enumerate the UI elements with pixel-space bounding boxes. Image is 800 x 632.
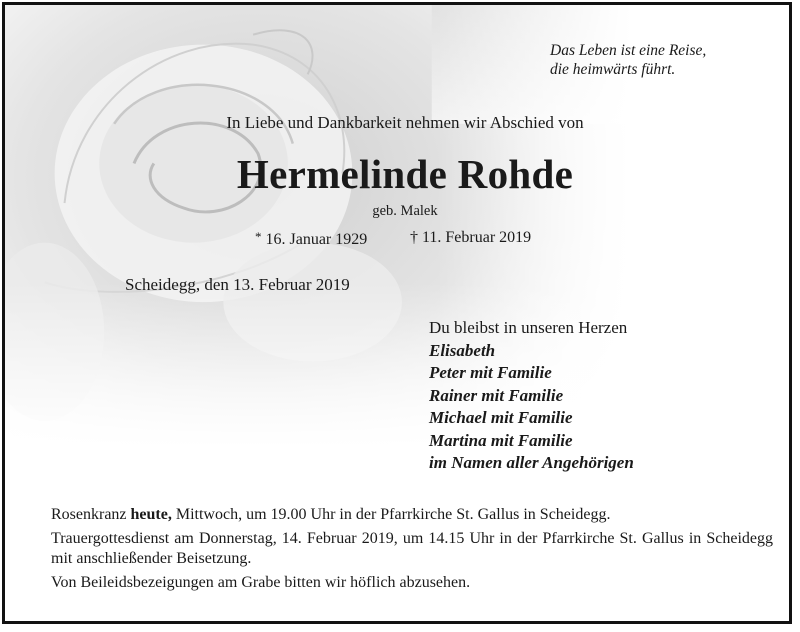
mourner-name: im Namen aller Angehörigen: [429, 453, 634, 472]
intro-line: In Liebe und Dankbarkeit nehmen wir Abschied von: [226, 113, 584, 132]
motto: [550, 41, 706, 79]
condolence-note: Von Beileidsbezeigungen am Grabe bitten wir höflich abzusehen.: [51, 574, 471, 591]
death-cross-icon: †: [410, 229, 418, 246]
place-and-date: Scheidegg, den 13. Februar 2019: [125, 275, 350, 294]
obituary-notice: [2, 2, 792, 624]
mourners-block: [429, 317, 634, 475]
motto-line-2: die heimwärts führt.: [550, 61, 676, 78]
rosary-details: Mittwoch, um 19.00 Uhr in der Pfarrkirche St. Gallus in Scheidegg.: [175, 506, 611, 523]
mourners-lead: Du bleibst in unseren Herzen: [429, 318, 628, 337]
mourner-name: Martina mit Familie: [429, 430, 573, 450]
mourner-name: Elisabeth: [429, 340, 496, 360]
mourner-name: Peter mit Familie: [429, 363, 552, 382]
rosary-info: [51, 505, 773, 525]
birth-date-text: 16. Januar 1929: [265, 231, 368, 248]
deceased-name: Hermelinde Rohde: [236, 151, 574, 197]
mourner-name: Rainer mit Familie: [429, 385, 564, 405]
funeral-service-info: Trauergottesdienst am Donnerstag, 14. Februar 2019, um 14.15 Uhr in der Pfarrkirche St. Gallus in Scheidegg mit anschließender Beisetzung.: [51, 530, 773, 567]
mourner-name: Michael mit Familie: [429, 408, 573, 427]
birth-star-icon: *: [255, 229, 262, 244]
rosary-prefix: Rosenkranz: [51, 506, 127, 523]
death-date-text: 11. Februar 2019: [422, 229, 532, 246]
rosary-today: heute,: [130, 506, 172, 523]
birth-date: [255, 229, 367, 249]
motto-line-1: Das Leben ist eine Reise,: [550, 42, 707, 59]
death-date: [410, 229, 531, 247]
service-details: [51, 505, 773, 597]
maiden-name: geb. Malek: [372, 203, 438, 219]
